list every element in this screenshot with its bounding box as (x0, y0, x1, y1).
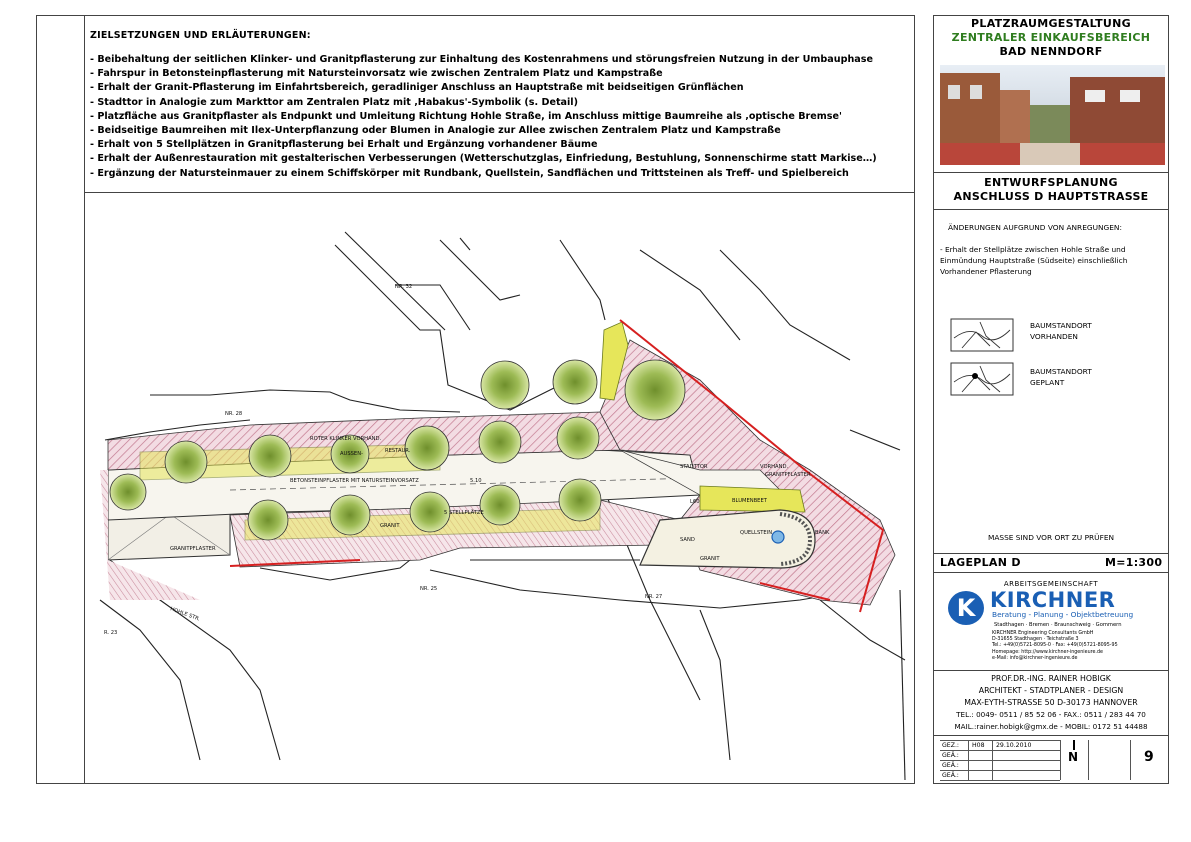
firm-tagline: Beratung - Planung - Objektbetreuung (992, 610, 1134, 619)
changes-title: ÄNDERUNGEN AUFGRUND VON ANREGUNGEN: (948, 223, 1122, 232)
project-title-line3: BAD NENNDORF (999, 45, 1103, 58)
label-restaur: RESTAUR. (385, 448, 411, 454)
revision-table (940, 740, 1165, 780)
label-nr28: NR. 28 (225, 411, 243, 417)
trees-upper-row (481, 360, 685, 420)
legend-existing-tree-icon (950, 318, 1014, 352)
architect-name: PROF.DR.-ING. RAINER HOBIGK (991, 674, 1111, 683)
legend-existing-line1: BAUMSTANDORT (1030, 321, 1092, 330)
label-sand: SAND (680, 537, 695, 543)
notes-list (90, 53, 910, 181)
firm-cities: Stadthagen · Bremen · Braunschweig · Gommern (994, 622, 1122, 628)
label-nr25: NR. 25 (420, 586, 438, 592)
project-title (933, 17, 1169, 59)
phase-line2: ANSCHLUSS D HAUPTSTRASSE (953, 190, 1149, 203)
label-l60: L60 (690, 499, 700, 505)
phase-line1: ENTWURFSPLANUNG (984, 176, 1118, 189)
tb-divider-6 (933, 735, 1169, 736)
architect-mail: MAIL.:rainer.hobigk@gmx.de - MOBIL: 0172 51 44488 (954, 722, 1148, 731)
label-granit-1: GRANIT (380, 523, 400, 529)
note-item: - Beidseitige Baumreihen mit Ilex-Unterpflanzung oder Blumen in Analogie zur Allee zwischen Zentralem Platz und Kampstraße (90, 125, 781, 137)
note-item: - Ergänzung der Natursteinmauer zu einem Schiffskörper mit Rundbank, Quellstein, Sandflächen und Trittsteinen als Treff- und Spielbereich (90, 167, 849, 179)
gez-date: 29.10.2010 (996, 742, 1032, 749)
note-item: - Stadttor in Analogie zum Markttor am Zentralen Platz mit ‚Habakus'-Symbolik (s. Detail) (90, 96, 578, 108)
label-vorhand-granit: GRANITPFLASTER (765, 472, 811, 478)
legend-existing-line2: VORHANDEN (1030, 332, 1078, 341)
firm-name: KIRCHNER (990, 588, 1116, 612)
gez-label: GEZ.: (942, 742, 959, 749)
sheet-name: LAGEPLAN D (940, 556, 1021, 569)
sheet-number: 9 (1144, 749, 1154, 765)
gez-who: H08 (972, 742, 985, 749)
label-beton: BETONSTEINPFLASTER MIT NATURSTEINVORSATZ (290, 478, 419, 484)
project-title-line1: PLATZRAUMGESTALTUNG (971, 17, 1131, 30)
note-item: - Erhalt der Granit-Pflasterung im Einfahrtsbereich, geradliniger Anschluss an Hauptstraße mit beidseitigen Grünflächen (90, 82, 744, 94)
firm-address-line: KIRCHNER Engineering Consultants GmbH (992, 631, 1094, 636)
legend-planned-line2: GEPLANT (1030, 378, 1065, 387)
label-bank: BANK (815, 530, 830, 536)
site-plan (85, 193, 914, 783)
firm-address-line: Tel.: +49(0)5721-8095-0 · Fax: +49(0)5721-8095-95 (992, 643, 1118, 649)
arge-label: ARBEITSGEMEINSCHAFT (1003, 580, 1099, 588)
label-quellstein: QUELLSTEIN (740, 530, 773, 536)
kirchner-logo-icon: K (948, 591, 984, 625)
tb-divider-2 (933, 209, 1169, 210)
scale: M=1:300 (1105, 556, 1163, 569)
measure-note: MASSE SIND VOR ORT ZU PRÜFEN (987, 533, 1115, 542)
tb-divider-1 (933, 172, 1169, 173)
note-item: - Beibehaltung der seitlichen Klinker- und Granitpflasterung zur Einhaltung des Kostenrahmens und störungsfreien Nutzung in der Umbauphase (90, 54, 873, 65)
gea-label-2: GEÄ.: (942, 762, 959, 769)
label-nr32: NR. 32 (395, 284, 413, 290)
architect-block (933, 673, 1169, 733)
label-blumenbeet: BLUMENBEET (732, 498, 767, 504)
gea-label-1: GEÄ.: (942, 752, 959, 759)
tb-divider-4 (933, 572, 1169, 573)
firm-address-line: Homepage: http://www.kirchner-ingenieure.de (992, 649, 1103, 655)
architect-address: MAX-EYTH-STRASSE 50 D-30173 HANNOVER (964, 698, 1138, 707)
legend-planned-line1: BAUMSTANDORT (1030, 367, 1092, 376)
architect-role: ARCHITEKT - STADTPLANER - DESIGN (978, 686, 1124, 695)
north-label: N (1068, 750, 1079, 764)
firm-address-line: e-Mail: info@kirchner-ingenieure.de (992, 655, 1078, 661)
firm-address (992, 631, 1118, 662)
quellstein-marker (772, 531, 784, 543)
label-granit-2: GRANIT (700, 556, 720, 562)
note-item: - Fahrspur in Betonsteinpflasterung mit Natursteinvorsatz wie zwischen Zentralem Platz und Kampstraße (90, 68, 663, 80)
note-item: - Erhalt von 5 Stellplätzen in Granitpflasterung bei Erhalt und Ergänzung vorhandener Bäume (90, 139, 598, 151)
phase-title (933, 176, 1169, 204)
label-hohle-str: HOHLE STR. (169, 606, 201, 623)
gea-label-3: GEÄ.: (942, 772, 959, 779)
project-title-line2: ZENTRALER EINKAUFSBEREICH (951, 31, 1151, 44)
label-aussen: AUSSEN- (340, 451, 363, 457)
label-nr23: R. 23 (104, 630, 118, 636)
label-stellplaetze: 5 STELLPLÄTZE (444, 510, 484, 516)
legend-existing-label (1030, 320, 1092, 342)
north-arrow-icon (1073, 740, 1075, 750)
label-width: 5.10 (470, 478, 482, 484)
legend-planned-tree-icon (950, 362, 1014, 396)
legend-planned-label (1030, 366, 1092, 388)
architect-phone: TEL.: 0049- 0511 / 85 52 06 - FAX.: 0511 / 283 44 70 (956, 710, 1146, 719)
label-stadttor: STADTTOR (680, 464, 708, 470)
note-item: - Erhalt der Außenrestauration mit gestalterischen Verbesserungen (Wetterschutzglas, Einfriedung, Bestuhlung, Sonnenschirme statt Markise…) (90, 153, 877, 165)
label-vorhand: VORHAND. (760, 464, 789, 470)
label-nr27: NR. 27 (645, 594, 663, 600)
label-roter-klinker: ROTER KLINKER VORHAND. (310, 436, 382, 442)
changes-text: - Erhalt der Stellplätze zwischen Hohle Straße und Einmündung Hauptstraße (Südseite) einschließlich Vorhandener Pflasterung (940, 245, 1128, 276)
tb-divider-5 (933, 670, 1169, 671)
label-granitpflaster: GRANITPFLASTER (170, 546, 216, 552)
note-item: - Platzfläche aus Granitpflaster als Endpunkt und Umleitung Richtung Hohle Straße, im Anschluss mittige Baumreihe als ‚optische Bremse' (90, 110, 842, 122)
tb-divider-3 (933, 553, 1169, 554)
site-photo (940, 65, 1165, 165)
firm-address-line: D-31655 Stadthagen · Teichstraße 3 (992, 637, 1079, 643)
notes-block (90, 30, 910, 181)
notes-title: ZIELSETZUNGEN UND ERLÄUTERUNGEN: (90, 30, 311, 41)
